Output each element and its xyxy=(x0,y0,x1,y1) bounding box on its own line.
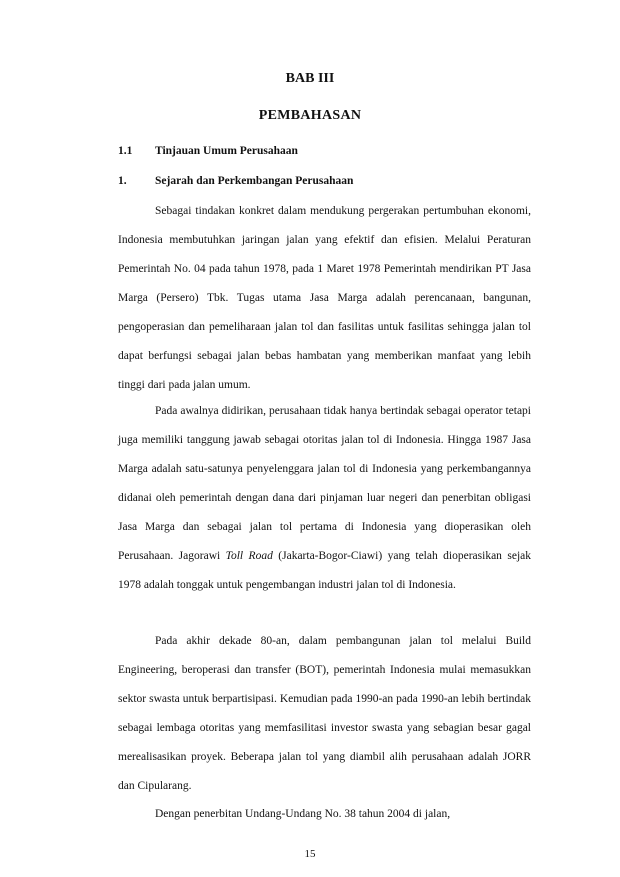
section-number: 1.1 xyxy=(118,145,133,157)
page-number: 15 xyxy=(304,848,316,860)
paragraph-1-text: Sebagai tindakan konkret dalam mendukung pergerakan pertumbuhan ekonomi, Indonesia membutuhkan jaringan jalan yang efektif dan efisien. Melalui Peraturan Pemerintah No. 04 pada tahun 1978, pada 1 Maret 1978 Pemerintah mendirikan PT Jasa Marga (Persero) Tbk. Tugas utama Jasa Marga adalah perencanaan, bangunan, pengoperasian dan pemeliharaan jalan tol dan fasilitas untuk fasilitas sehingga jalan tol dapat berfungsi sebagai jalan bebas hambatan yang memberikan manfaat yang lebih tinggi dari pada jalan umum. xyxy=(118,205,531,391)
section-title: Tinjauan Umum Perusahaan xyxy=(155,145,298,157)
paragraph-1 xyxy=(118,197,531,400)
paragraph-4-text: Dengan penerbitan Undang-Undang No. 38 tahun 2004 di jalan, xyxy=(155,808,451,820)
paragraph-3 xyxy=(118,627,531,801)
chapter-title: PEMBAHASAN xyxy=(258,108,362,123)
paragraph-3-text: Pada akhir dekade 80-an, dalam pembangunan jalan tol melalui Build Engineering, beroperasi dan transfer (BOT), pemerintah Indonesia mulai memasukkan sektor swasta untuk berpartisipasi. Kemudian pada 1990-an pada 1990-an lebih bertindak sebagai lembaga otoritas yang memfasilitasi investor swasta yang sebagian besar gagal merealisasikan proyek. Beberapa jalan tol yang diambil alih perusahaan adalah JORR dan Cipularang. xyxy=(118,635,531,792)
paragraph-2-text-end: (Jakarta-Bogor-Ciawi) yang telah dioperasikan sejak 1978 adalah tonggak untuk pengembangan industri jalan tol di Indonesia. xyxy=(118,550,531,591)
paragraph-2-emphasis: Toll Road xyxy=(225,550,273,562)
paragraph-2 xyxy=(118,397,531,600)
subsection-number: 1. xyxy=(118,175,127,187)
subsection-title: Sejarah dan Perkembangan Perusahaan xyxy=(155,175,354,187)
chapter-heading: BAB III xyxy=(285,71,335,86)
paragraph-2-text: Pada awalnya didirikan, perusahaan tidak hanya bertindak sebagai operator tetapi juga memiliki tanggung jawab sebagai otoritas jalan tol di Indonesia. Hingga 1987 Jasa Marga adalah satu-satunya penyelenggara jalan tol di Indonesia yang perkembangannya didanai oleh pemerintah dengan dana dari pinjaman luar negeri dan penerbitan obligasi Jasa Marga dan sebagai jalan tol pertama di Indonesia yang dioperasikan oleh Perusahaan. Jagorawi xyxy=(118,405,531,562)
paragraph-4 xyxy=(118,800,531,829)
